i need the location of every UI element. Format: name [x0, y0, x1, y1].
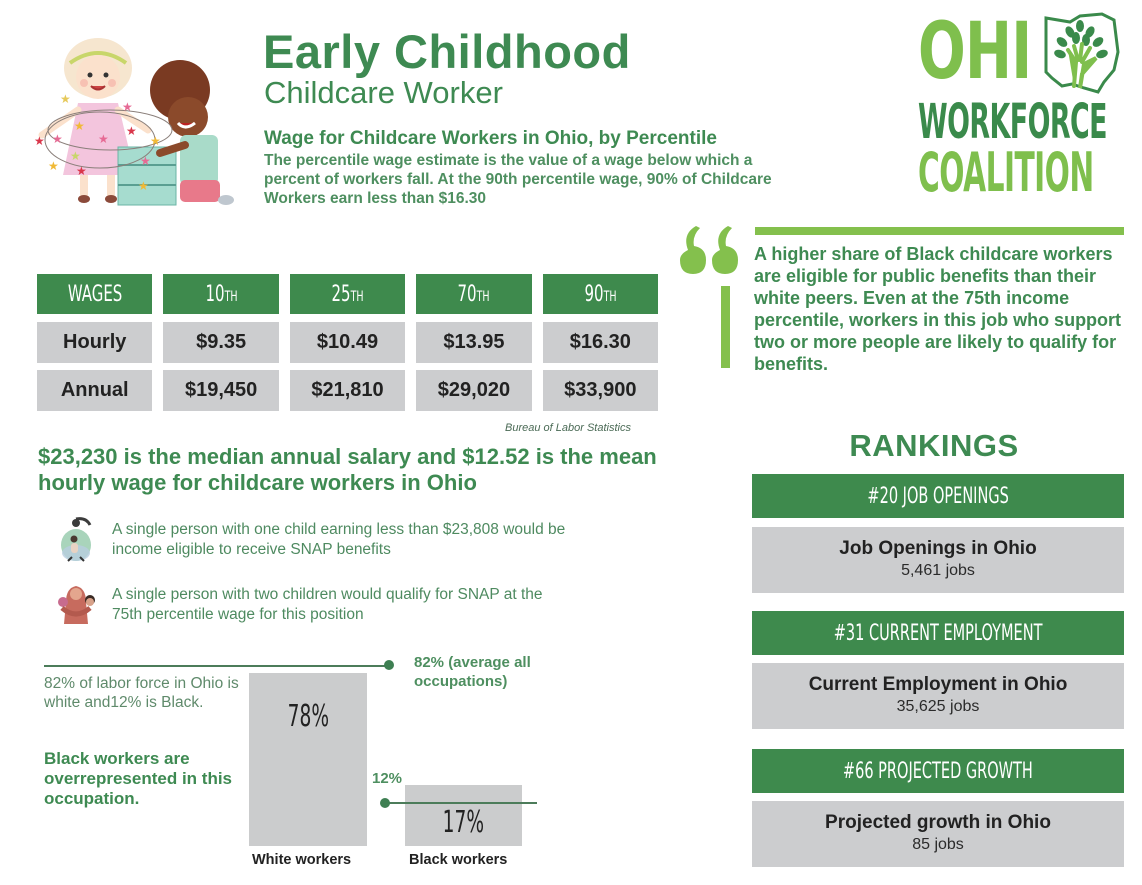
logo-text-ohi: OHI: [918, 7, 1032, 97]
snap-text: A single person with two children would qualify for SNAP at the 75th percentile wage for this position: [112, 586, 543, 623]
logo-text-workforce: WORKFORCE: [918, 94, 1107, 150]
ranking-header-projected-growth: #66 PROJECTED GROWTH: [752, 749, 1124, 793]
table-cell: $9.35: [163, 322, 278, 363]
ranking-title: Job Openings in Ohio: [839, 538, 1037, 559]
svg-text:★: ★: [60, 92, 71, 106]
page-title: Early Childhood: [263, 25, 631, 78]
bar-value-black: 17%: [442, 805, 485, 840]
quote-mark-icon: [678, 224, 740, 276]
ranking-value: 5,461 jobs: [901, 562, 975, 579]
svg-text:★: ★: [150, 134, 161, 148]
table-header-10th: 10TH: [163, 274, 278, 314]
source-citation: Bureau of Labor Statistics: [505, 422, 631, 434]
ranking-header-current-employment: #31 CURRENT EMPLOYMENT: [752, 611, 1124, 655]
svg-text:★: ★: [52, 132, 63, 146]
svg-text:★: ★: [126, 124, 137, 138]
table-cell: $10.49: [290, 322, 405, 363]
svg-text:★: ★: [34, 134, 45, 148]
table-cell: $19,450: [163, 370, 278, 411]
page-subtitle: Childcare Worker: [264, 75, 503, 110]
svg-text:★: ★: [74, 119, 85, 133]
table-header-wages: WAGES: [37, 274, 152, 314]
black-average-reference-line: [386, 802, 537, 804]
parent-child-icon: [54, 515, 98, 565]
svg-text:★: ★: [48, 159, 59, 173]
svg-text:★: ★: [70, 149, 81, 163]
ranking-value: 85 jobs: [912, 836, 964, 853]
ranking-card-current-employment: [752, 663, 1124, 729]
svg-text:★: ★: [138, 179, 149, 193]
ohio-workforce-coalition-logo: [915, 7, 1125, 204]
table-cell: $21,810: [290, 370, 405, 411]
ohio-map-tree-icon: [1040, 12, 1125, 97]
ranking-card-job-openings: [752, 527, 1124, 593]
children-illustration: [30, 35, 240, 210]
ranking-card-projected-growth: [752, 801, 1124, 867]
svg-text:★: ★: [76, 164, 87, 178]
svg-text:★: ★: [140, 154, 151, 168]
quote-top-rule: [755, 227, 1124, 235]
svg-text:★: ★: [98, 132, 109, 146]
ranking-title: Projected growth in Ohio: [825, 812, 1051, 833]
table-row-hourly: [37, 322, 658, 363]
ranking-title: Current Employment in Ohio: [808, 674, 1068, 695]
row-label: Annual: [37, 370, 152, 411]
white-average-marker: [384, 660, 394, 670]
overrepresented-callout: Black workers are overrepresented in this occupation.: [44, 749, 233, 808]
black-average-label: 12%: [372, 770, 403, 787]
bar-label-white: White workers: [252, 852, 352, 868]
bar-value-white: 78%: [287, 699, 329, 734]
wage-percentile-table: [37, 274, 658, 418]
row-label: Hourly: [37, 322, 152, 363]
ranking-header-job-openings: #20 JOB OPENINGS: [752, 474, 1124, 518]
table-header-row: [37, 274, 658, 314]
bar-black-workers: [405, 785, 522, 846]
table-cell: $16.30: [543, 322, 658, 363]
ranking-value: 35,625 jobs: [896, 698, 980, 715]
quote-accent-bar: [721, 286, 730, 368]
white-average-reference-line: [44, 665, 387, 667]
pull-quote: A higher share of Black childcare workers are eligible for public benefits than their white peers. Even at the 75th income percentile, workers in this job who support two or more people are likely to qualify for benefits.: [754, 244, 1122, 374]
family-hug-icon: [54, 580, 98, 630]
white-average-label: 82% (average all occupations): [414, 654, 531, 690]
table-cell: $29,020: [416, 370, 531, 411]
table-header-90th: 90TH: [543, 274, 658, 314]
labor-force-text: 82% of labor force in Ohio is white and12% is Black.: [44, 675, 239, 711]
snap-item-two-children: [54, 580, 574, 630]
wage-section-heading: Wage for Childcare Workers in Ohio, by Percentile: [264, 128, 717, 149]
black-average-marker: [380, 798, 390, 808]
svg-text:★: ★: [122, 100, 133, 114]
snap-item-one-child: [54, 515, 574, 565]
table-header-25th: 25TH: [290, 274, 405, 314]
table-row-annual: [37, 370, 658, 411]
bar-white-workers: [249, 673, 367, 846]
table-header-70th: 70TH: [416, 274, 531, 314]
snap-text: A single person with one child earning less than $23,808 would be income eligible to receive SNAP benefits: [112, 521, 566, 558]
table-cell: $13.95: [416, 322, 531, 363]
median-wage-summary: $23,230 is the median annual salary and $12.52 is the mean hourly wage for childcare workers in Ohio: [38, 444, 657, 495]
logo-text-coalition: COALITION: [918, 141, 1094, 204]
rankings-title: RANKINGS: [849, 428, 1019, 463]
bar-label-black: Black workers: [409, 852, 508, 868]
table-cell: $33,900: [543, 370, 658, 411]
wage-section-description: The percentile wage estimate is the value of a wage below which a percent of workers fall. At the 90th percentile wage, 90% of Childcare Workers earn less than $16.30: [264, 152, 772, 207]
